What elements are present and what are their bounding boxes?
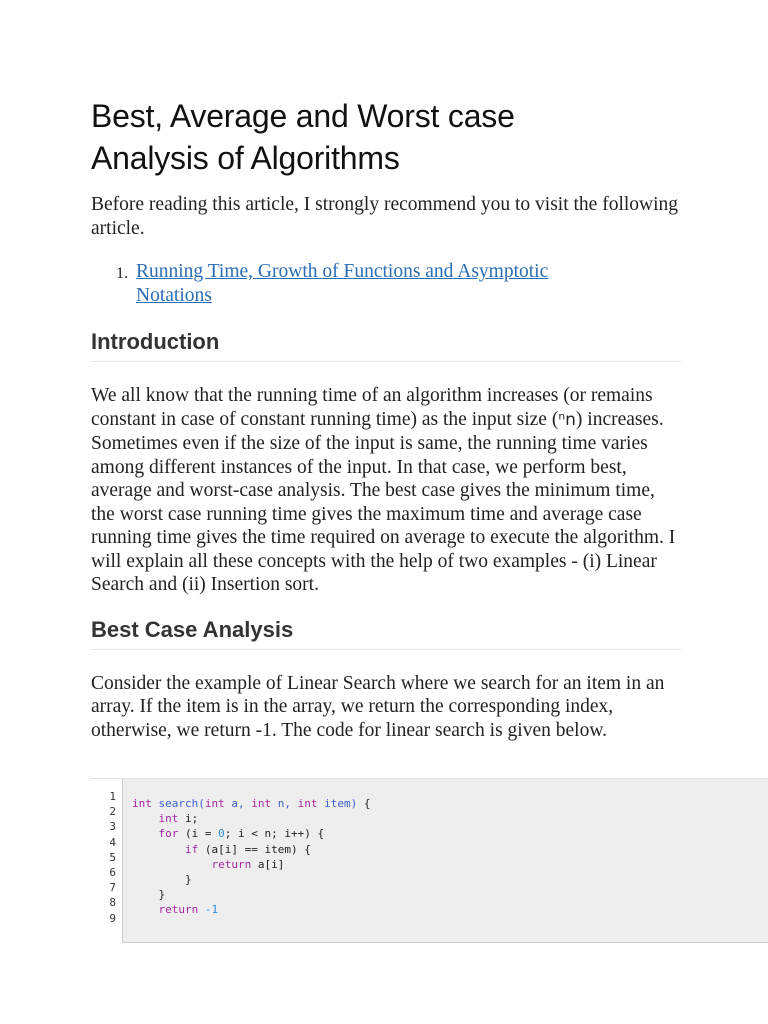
code-token: 0: [218, 827, 225, 841]
code-token: int: [297, 797, 325, 810]
code-token: [132, 843, 185, 856]
code-line: [132, 857, 768, 872]
code-token: [132, 858, 211, 871]
code-token: [132, 812, 159, 825]
code-token: int: [158, 812, 179, 826]
code-line: [132, 796, 768, 811]
code-token: [198, 903, 205, 916]
introduction-heading: Introduction: [91, 329, 681, 362]
introduction-text-part-2: ) increases. Sometimes even if the size of the input is same, the running time varies among different instances of the input. In that case, we perform best, average and worst-case analysis. The best case gives the minimum time, the worst case running time gives the maximum time and average case running time gives the time required on average to execute the algorithm. I will explain all these concepts with the help of two examples - (i) Linear Search and (ii) Insertion sort.: [91, 408, 676, 595]
code-token: search(: [158, 797, 205, 810]
article-title-line-1: Best, Average and Worst case: [91, 98, 515, 134]
code-token: a,: [231, 797, 252, 810]
code-line: [132, 902, 768, 917]
code-token: (i =: [178, 827, 219, 841]
code-line: [132, 887, 768, 902]
line-number-gutter: [90, 779, 122, 943]
introduction-paragraph: [91, 384, 681, 597]
code-token: int: [204, 797, 232, 810]
code-line: [132, 826, 768, 841]
code-line: [132, 811, 768, 826]
line-number: 3: [109, 820, 116, 834]
line-number: 9: [109, 911, 116, 925]
code-token: i;: [178, 812, 199, 826]
code-token: [132, 903, 159, 916]
code-token: for: [158, 827, 179, 841]
code-token: (a[i] == item) {: [198, 842, 311, 856]
line-number: 6: [109, 865, 116, 879]
code-token: if: [184, 842, 199, 856]
code-token: return: [158, 903, 199, 917]
intro-paragraph: Before reading this article, I strongly recommend you to visit the following article.: [91, 194, 679, 239]
code-token: int: [251, 797, 278, 810]
line-number: 5: [109, 850, 116, 864]
line-number: 7: [109, 881, 116, 895]
code-token: return: [211, 857, 252, 871]
line-number: 1: [109, 790, 116, 803]
code-area: [122, 779, 768, 943]
article-title-line-2: Analysis of Algorithms: [91, 140, 400, 176]
code-token: }: [132, 872, 192, 886]
code-line: [132, 872, 768, 887]
code-token: a[i]: [251, 857, 285, 871]
line-number: 8: [109, 896, 116, 910]
code-token: ; i < n; i++) {: [224, 827, 325, 841]
code-token: -1: [204, 903, 219, 917]
code-token: }: [132, 888, 166, 902]
code-block: [90, 778, 768, 943]
code-token: int: [132, 797, 159, 810]
code-token: [132, 827, 159, 840]
introduction-text-part-1: We all know that the running time of an algorithm increases (or remains constant in case of constant running time) as the input size (: [91, 385, 653, 430]
reference-number: 1.: [116, 265, 128, 282]
best-case-paragraph: Consider the example of Linear Search where we search for an item in an array. If the item is in the array, we return the corresponding index, otherwise, we return -1. The code for linear search is given below.: [91, 672, 665, 741]
line-number: 2: [109, 805, 116, 819]
article-title: [91, 95, 681, 179]
input-size-symbol: ⁿn: [558, 409, 576, 430]
article-content: [91, 95, 681, 742]
line-number: 4: [109, 835, 116, 849]
code-token: n,: [277, 797, 298, 810]
code-line: [132, 842, 768, 857]
reference-item: [91, 260, 681, 307]
best-case-heading: Best Case Analysis: [91, 617, 681, 650]
reference-list: [91, 260, 681, 307]
code-token: {: [357, 797, 371, 810]
reference-link[interactable]: Running Time, Growth of Functions and Asymptotic Notations: [136, 261, 549, 306]
code-token: item): [324, 797, 358, 810]
